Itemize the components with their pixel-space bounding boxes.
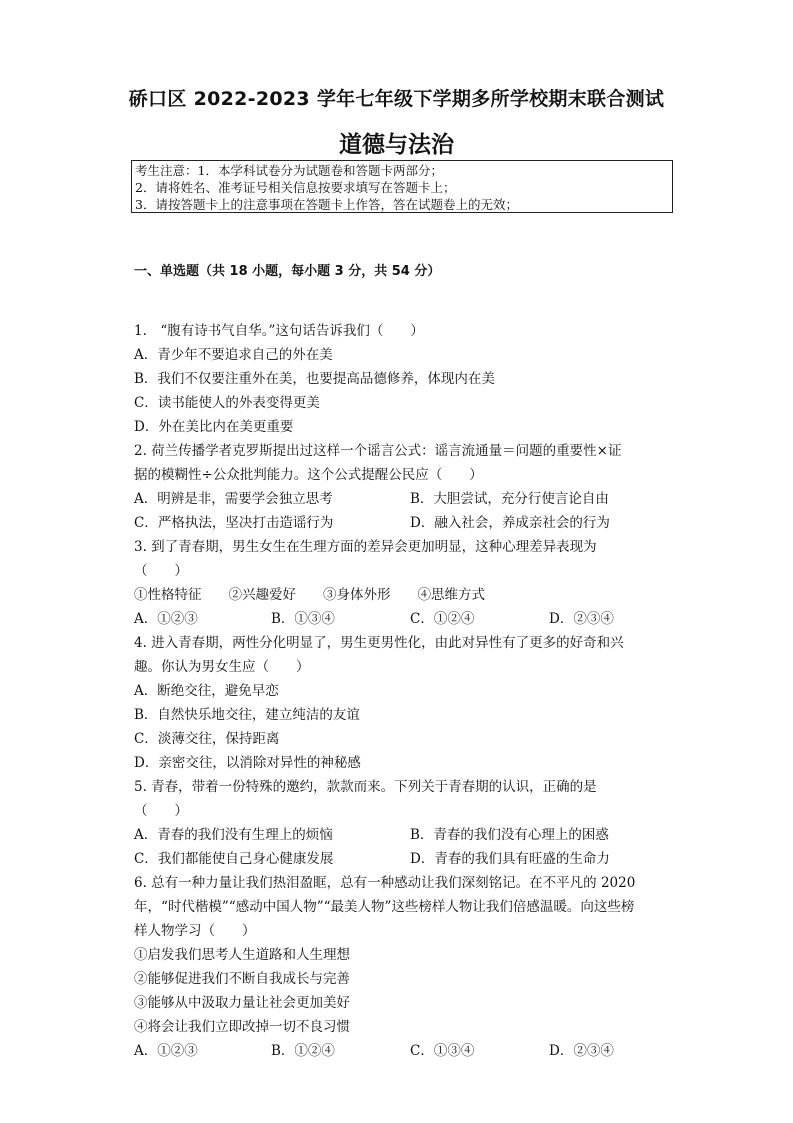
q2-option-a: A．明辨是非，需要学会独立思考 bbox=[134, 491, 333, 507]
exam-title: 硚口区 2022-2023 学年七年级下学期多所学校期末联合测试 bbox=[128, 88, 665, 110]
subject-title: 道德与法治 bbox=[339, 132, 454, 158]
q6-stem-line-3: 样人物学习（ ） bbox=[134, 923, 256, 939]
q6-statement-2: ②能够促进我们不断自我成长与完善 bbox=[134, 971, 350, 987]
q3-stem-line-2: （ ） bbox=[134, 563, 188, 579]
q4-option-d: D．亲密交往，以消除对异性的神秘感 bbox=[134, 755, 361, 771]
q4-option-a: A．断绝交往，避免早恋 bbox=[134, 683, 279, 699]
q3-stem-line-1: 3. 到了青春期，男生女生在生理方面的差异会更加明显，这种心理差异表现为 bbox=[134, 539, 597, 555]
q1-option-c: C．读书能使人的外表变得更美 bbox=[134, 395, 320, 411]
notice-line-3: 3．请按答题卡上的注意事项在答题卡上作答，答在试题卷上的无效； bbox=[135, 197, 518, 212]
q6-statement-4: ④将会让我们立即改掉一切不良习惯 bbox=[134, 1019, 350, 1035]
q3-option-a: A．①②③ bbox=[134, 611, 198, 627]
q2-option-d: D．融入社会，养成亲社会的行为 bbox=[410, 515, 610, 531]
q2-stem-line-1: 2. 荷兰传播学者克罗斯提出过这样一个谣言公式：谣言流通量＝问题的重要性×证 bbox=[134, 443, 622, 459]
q6-statement-3: ③能够从中汲取力量让社会更加美好 bbox=[134, 995, 350, 1011]
q6-option-a: A．①②③ bbox=[134, 1043, 198, 1059]
q1-option-b: B．我们不仅要注重外在美，也要提高品德修养，体现内在美 bbox=[134, 371, 495, 387]
q1-stem: 1. “腹有诗书气自华。”这句话告诉我们（ ） bbox=[134, 323, 424, 339]
q6-option-c: C．①③④ bbox=[410, 1043, 475, 1059]
q5-option-a: A．青春的我们没有生理上的烦恼 bbox=[134, 827, 333, 843]
q5-stem-line-2: （ ） bbox=[134, 803, 188, 819]
q5-stem-line-1: 5. 青春，带着一份特殊的邀约，款款而来。下列关于青春期的认识，正确的是 bbox=[134, 779, 597, 795]
q2-stem-line-2: 据的模糊性÷公众批判能力。这个公式提醒公民应（ ） bbox=[134, 467, 483, 483]
q3-statements: ①性格特征 ②兴趣爱好 ③身体外形 ④思维方式 bbox=[134, 587, 485, 603]
q2-option-c: C．严格执法，坚决打击造谣行为 bbox=[134, 515, 334, 531]
q4-stem-line-2: 趣。你认为男女生应（ ） bbox=[134, 659, 310, 675]
q3-option-b: B．①③④ bbox=[271, 611, 335, 627]
section-heading: 一、单选题（共 18 小题，每小题 3 分，共 54 分） bbox=[134, 264, 441, 279]
notice-box bbox=[131, 160, 673, 213]
q5-option-b: B．青春的我们没有心理上的困惑 bbox=[410, 827, 609, 843]
notice-line-1: 考生注意：1．本学科试卷分为试题卷和答题卡两部分； bbox=[135, 163, 443, 178]
q6-option-b: B．①②④ bbox=[271, 1043, 335, 1059]
q5-option-c: C．我们都能使自己身心健康发展 bbox=[134, 851, 334, 867]
q4-stem-line-1: 4. 进入青春期，两性分化明显了，男生更男性化，由此对异性有了更多的好奇和兴 bbox=[134, 635, 624, 651]
q4-option-b: B．自然快乐地交往，建立纯洁的友谊 bbox=[134, 707, 360, 723]
q6-option-d: D．②③④ bbox=[549, 1043, 614, 1059]
q6-stem-line-2: 年，“时代楷模”“感动中国人物”“最美人物”这些榜样人物让我们倍感温暖。向这些榜 bbox=[134, 899, 635, 915]
notice-line-2: 2．请将姓名、准考证号相关信息按要求填写在答题卡上； bbox=[135, 180, 456, 195]
q4-option-c: C．淡薄交往，保持距离 bbox=[134, 731, 280, 747]
q3-option-c: C．①②④ bbox=[410, 611, 475, 627]
q3-option-d: D．②③④ bbox=[549, 611, 614, 627]
q6-stem-line-1: 6. 总有一种力量让我们热泪盈眶，总有一种感动让我们深刻铭记。在不平凡的 2020 bbox=[134, 875, 636, 891]
q2-option-b: B．大胆尝试，充分行使言论自由 bbox=[410, 491, 609, 507]
q6-statement-1: ①启发我们思考人生道路和人生理想 bbox=[134, 947, 350, 963]
q5-option-d: D．青春的我们具有旺盛的生命力 bbox=[410, 851, 610, 867]
q1-option-d: D．外在美比内在美更重要 bbox=[134, 419, 294, 435]
q1-option-a: A．青少年不要追求自己的外在美 bbox=[134, 347, 333, 363]
